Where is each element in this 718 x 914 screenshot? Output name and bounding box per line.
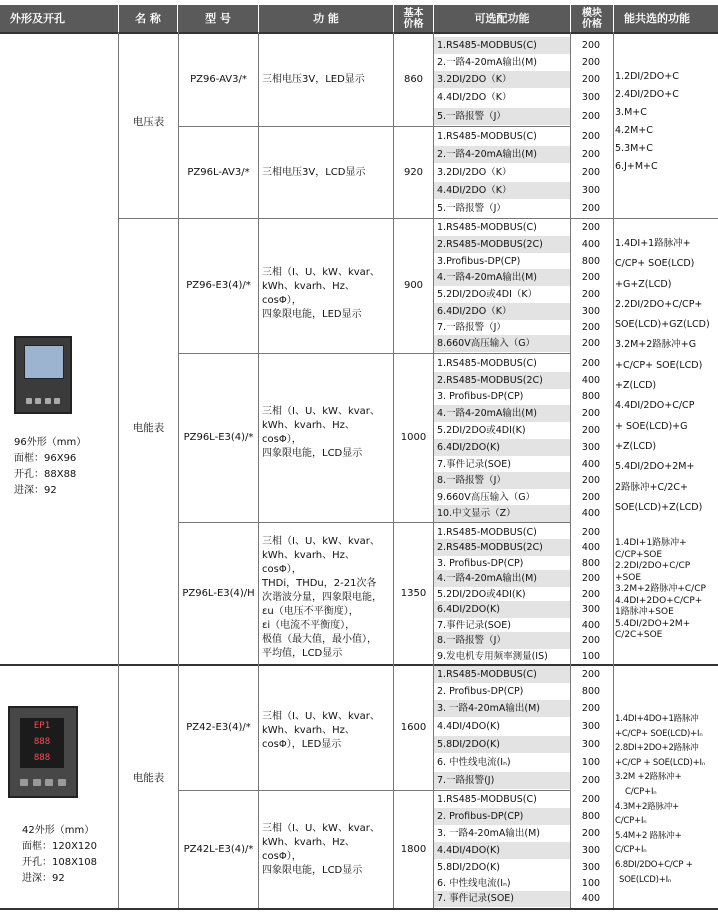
option-price: 800 [581,391,601,402]
header-options: 可选配功能 [434,5,570,32]
model-name: PZ96-E3(4)/* [186,280,251,291]
function-line: 四象限电能，LCD显示 [262,448,363,459]
option-row: 5.8DI/2DO(K) [437,862,500,873]
combo-item: 1.4DI+1路脉冲+ [615,238,691,249]
combo-item: C/CP+Iₙ [615,845,647,856]
option-price: 400 [581,239,601,250]
combo-item: 6.J+M+C [615,161,658,172]
option-row: 6.4DI/2DO（K） [434,303,570,320]
combo-item: +SOE [615,572,642,583]
combo-item: 3.M+C [615,107,647,118]
option-price: 300 [581,845,601,856]
function-line: 三相（I、U、kW、kvar、 [262,267,380,278]
option-row: 5.2DI/2DO或4DI(K) [437,425,526,436]
combo-item: SOE(LCD)+Z(LCD) [615,501,703,513]
option-row: 9.660V高压输入（G） [437,492,536,503]
option-price: 200 [581,794,601,805]
option-row: 2.RS485-MODBUS(2C) [434,372,570,389]
option-row: 5.8DI/2DO(K) [434,736,570,753]
shape42-cutout: 开孔：108X108 [22,857,98,868]
option-price: 200 [581,289,601,300]
combo-item: C/CP+ SOE(LCD) [615,258,695,270]
option-price: 200 [581,573,601,584]
option-price: 300 [581,92,601,103]
function-line: kWh、kvarh、Hz、cosΦ）， [262,550,355,575]
option-row: 10.中文显示（Z） [434,505,570,522]
function-line: 四象限电能，LED显示 [262,309,362,320]
header-combos: 能共选的功能 [614,5,718,32]
combo-item: 2路脉冲+C/2C+ [615,481,688,493]
option-price: 200 [581,408,601,419]
option-row: 6. 中性线电流(Iₙ) [437,878,511,889]
header-shape: 外形及开孔 [0,5,118,32]
option-row: 5.一路报警（J） [437,203,506,214]
function-line: THDi，THDu，2-21次各 [262,578,377,589]
option-row: 3.Profibus-DP(CP) [437,256,521,267]
combo-item: 1.4DI+1路脉冲+ [615,538,687,548]
model-name: PZ42L-E3(4)/* [183,843,254,855]
option-price: 100 [581,878,601,889]
option-row: 3.2DI/2DO（K） [437,167,512,178]
combo-item: 2.2DI/2DO+C/CP+ [615,298,703,310]
combo-item: 1.4DI+4DO+1路脉冲 [615,714,699,724]
option-row: 7.一路报警（J） [437,322,506,333]
shape42-title: 42外形（mm） [22,825,95,836]
combo-item: 5.4DI/2DO+2M+ [615,461,695,473]
option-price: 200 [581,203,601,214]
function-line: 三相（I、U、kW、kvar、 [262,823,380,834]
combo-item: +Z(LCD) [615,440,657,452]
combo-item: 2.4DI/2DO+C [615,89,679,100]
combo-item: +G+Z(LCD) [615,278,672,290]
option-price: 300 [581,306,601,317]
group-energy42-name: 电能表 [132,772,165,784]
group-voltage-name: 电压表 [132,116,165,128]
model-function [262,710,393,752]
combo-item: C/2C+SOE [615,630,663,640]
combo-item: 5.4M+2 路脉冲+ [615,830,682,841]
option-row: 4.4DI/2DO（K） [434,182,570,199]
function-line: kWh、kvarh、Hz、cosΦ）， [262,281,355,306]
shape42-depth: 进深：92 [22,873,65,884]
col-rule [613,32,614,908]
option-row: 4.一路4-20mA输出(M) [434,405,570,422]
option-price: 200 [581,222,601,233]
col-rule [258,32,259,908]
option-row: 2.一路4-20mA输出(M) [434,146,570,163]
option-row: 3. Profibus-DP(CP) [437,391,524,402]
option-price: 300 [581,442,601,453]
combo-list [615,712,718,887]
option-price: 200 [581,74,601,85]
shape96-title: 96外形（mm） [14,437,87,448]
header-name: 名 称 [119,5,177,32]
option-row: 9.发电机专用频率测量(IS) [437,651,548,662]
model-name: PZ96L-E3(4)/H [182,587,255,599]
combo-item: + SOE(LCD)+G [615,420,688,432]
model-name: PZ96L-E3(4)/* [183,432,254,443]
combo-item: 4.2M+C [615,125,653,136]
option-row: 5.2DI/2DO或4DI（K） [437,289,538,300]
function-line: kWh、kvarh、Hz、cosΦ）， [262,420,355,445]
option-row: 1.RS485-MODBUS(C) [434,37,570,54]
header-model: 型 号 [178,5,258,32]
shape96-cutout: 开孔：88X88 [14,469,77,480]
option-price: 400 [581,893,601,904]
option-row: 4.4DI/4DO(K) [437,721,500,732]
option-row: 5.一路报警（J） [434,108,570,125]
function-line: 极值（最大值，最小值）， [262,634,377,645]
option-price: 200 [581,322,601,333]
option-price: 200 [581,167,601,178]
option-price: 400 [581,375,601,386]
option-row: 3. 一路4-20mA输出(M) [434,700,570,717]
option-price: 200 [581,358,601,369]
model-price: 1000 [400,432,427,443]
option-row: 1.RS485-MODBUS(C) [437,358,537,369]
function-line: 三相（I、U、kW、kvar、 [262,711,380,722]
model-price: 1350 [400,587,427,599]
combo-item: 3.2M+2路脉冲+G [615,339,697,351]
option-row: 5.2DI/2DO或4DI(K) [437,589,526,600]
combo-item: 4.4DI/2DO+C/CP [615,400,695,412]
option-row: 1.RS485-MODBUS(C) [437,794,537,805]
function-line: kWh、kvarh、Hz、 [262,725,355,736]
option-row: 6.4DI/2DO(K) [434,601,570,618]
combo-item: 1路脉冲+SOE [615,607,674,617]
function-line: kWh、kvarh、Hz、cosΦ）， [262,837,355,862]
option-row: 1.RS485-MODBUS(C) [437,222,537,233]
meter-42-image [8,706,78,798]
option-price: 200 [581,111,601,122]
option-price: 400 [581,542,601,553]
bottom-rule [0,908,718,910]
function-line: 次谐波分量，四象限电能， [262,592,382,603]
combo-item: +C/CP + SOE(LCD)+Iₙ [615,757,706,768]
model-function: 三相电压3V，LED显示 [262,73,365,85]
option-row: 2. Profibus-DP(CP) [437,686,524,697]
option-row: 3. 一路4-20mA输出(M) [437,828,541,839]
option-price: 200 [581,475,601,486]
function-line: 三相（I、U、kW、kvar、 [262,406,380,417]
header-function: 功 能 [259,5,393,32]
model-price: 900 [403,280,424,291]
option-row: 1.RS485-MODBUS(C) [437,527,537,538]
header-module-price: 模块价格 [571,5,613,32]
meter-96-image [14,336,72,414]
option-price: 200 [581,272,601,283]
option-price: 400 [581,508,601,519]
option-price: 200 [581,775,601,786]
meter-42-screen-line: EP1 [33,721,51,731]
meter-42-screen-line: 888 [33,737,51,747]
model-price: 860 [403,73,424,85]
option-row: 4.4DI/4DO(K) [434,842,570,859]
combo-item: +C/CP+ SOE(LCD)+Iₙ [615,728,703,739]
combo-item: SOE(LCD)+Iₙ [619,874,672,885]
shape42-frame: 面框：120X120 [22,841,98,852]
option-row: 7.事件记录(SOE) [437,620,511,631]
function-line: εu（电压不平衡度）， [262,606,359,617]
group-energy96-name: 电能表 [132,422,165,434]
model-price: 920 [403,166,424,178]
combo-item: +Z(LCD) [615,380,657,392]
model-price: 1600 [400,722,427,733]
model-price: 1800 [400,843,427,855]
option-row: 3.2DI/2DO（K） [434,71,570,88]
option-row: 4.一路4-20mA输出(M) [434,570,570,587]
model-function [262,405,393,461]
option-price: 300 [581,862,601,873]
option-price: 200 [581,131,601,142]
option-price: 200 [581,669,601,680]
option-price: 200 [581,635,601,646]
combo-item: 6.8DI/2DO+C/CP + [615,859,693,870]
option-price: 200 [581,527,601,538]
option-price: 800 [581,811,601,822]
option-row: 4.一路4-20mA输出(M) [434,269,570,286]
combo-item: 2.8DI+2DO+2路脉冲 [615,743,699,754]
model-function [262,266,393,322]
option-price: 300 [581,721,601,732]
option-row: 6. 中性线电流(Iₙ) [437,757,511,768]
option-price: 100 [581,757,601,768]
combo-list [615,538,718,642]
combo-item: 3.2M +2路脉冲+ [615,772,682,783]
option-price: 800 [581,686,601,697]
model-name: PZ42-E3(4)/* [186,722,251,733]
combo-item: 2.2DI/2DO+C/CP [615,561,691,571]
option-row: 8.一路报警（J） [434,632,570,649]
option-price: 200 [581,40,601,51]
option-row: 4.4DI/2DO（K） [437,92,512,103]
model-function [262,822,393,878]
model-name: PZ96-AV3/* [190,73,247,85]
combo-item: SOE(LCD)+GZ(LCD) [615,319,710,331]
combo-item: +C/CP+ SOE(LCD) [615,359,703,371]
combo-list [615,234,718,518]
option-row: 2.RS485-MODBUS(2C) [434,539,570,556]
option-price: 200 [581,425,601,436]
function-line: 三相（I、U、kW、kvar、 [262,536,380,547]
option-row: 2.一路4-20mA输出(M) [437,57,537,68]
option-price: 400 [581,620,601,631]
option-price: 300 [581,185,601,196]
option-price: 200 [581,703,601,714]
combo-item: 4.3M+2路脉冲+ [615,801,680,812]
combo-item: 3.2M+2路脉冲+C/CP [615,584,706,594]
option-price: 400 [581,459,601,470]
option-price: 200 [581,589,601,600]
meter-42-screen-line: 888 [33,753,51,763]
option-price: 200 [581,57,601,68]
function-line: εi（电流不平衡度）， [262,620,356,631]
option-price: 800 [581,558,601,569]
model-name: PZ96L-AV3/* [187,166,250,178]
combo-item: 5.3M+C [615,143,653,154]
model-function [262,535,393,661]
option-row: 1.RS485-MODBUS(C) [437,131,537,142]
combo-item: C/CP+Iₙ [625,786,657,797]
combo-list [615,68,718,176]
option-price: 200 [581,492,601,503]
model-function: 三相电压3V，LCD显示 [262,166,366,178]
option-price: 300 [581,604,601,615]
combo-item: C/CP+SOE [615,549,663,560]
option-row: 8.一路报警（J） [434,472,570,489]
option-price: 200 [581,149,601,160]
option-price: 100 [581,651,601,662]
option-row: 2.RS485-MODBUS(2C) [434,236,570,253]
option-row: 6.4DI/2DO(K) [434,439,570,456]
combo-item: 5.4DI/2DO+2M+ [615,618,691,629]
option-row: 7. 事件记录(SOE) [434,891,570,907]
combo-item: 1.2DI/2DO+C [615,71,679,82]
function-line: cosΦ），LED显示 [262,739,342,750]
combo-item: 4.4DI+2DO+C/CP+ [615,595,703,606]
option-row: 8.660V高压输入（G） [434,335,570,352]
shape96-depth: 进深：92 [14,485,57,496]
option-row: 1.RS485-MODBUS(C) [434,666,570,683]
shape96-frame: 面框：96X96 [14,453,77,464]
option-row: 7.事件记录(SOE) [437,459,511,470]
function-line: 四象限电能，LCD显示 [262,865,363,876]
combo-item: C/CP+Iₙ [615,816,647,827]
header-base-price: 基本价格 [394,5,433,32]
option-row: 3. Profibus-DP(CP) [437,558,524,569]
option-price: 300 [581,739,601,750]
option-row: 2. Profibus-DP(CP) [434,808,570,825]
function-line: 平均值，LCD显示 [262,648,343,659]
option-price: 200 [581,338,601,349]
option-price: 200 [581,828,601,839]
option-row: 7.一路报警(J) [434,772,570,789]
option-price: 800 [581,256,601,267]
